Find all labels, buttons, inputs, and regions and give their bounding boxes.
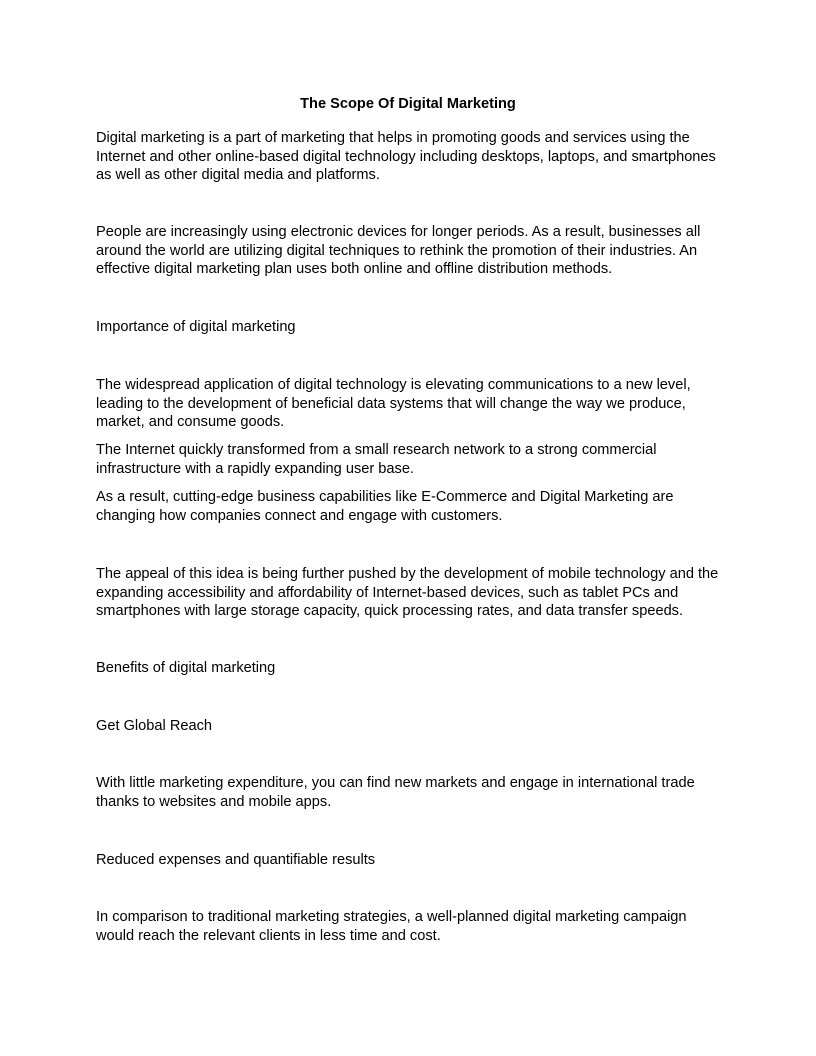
paragraph-global-reach: With little marketing expenditure, you can find new markets and engage in international trade thanks to websites and mobile apps. <box>96 775 695 810</box>
paragraph-internet: The Internet quickly transformed from a small research network to a strong commercial infrastructure with a rapidly expanding user base. <box>96 442 657 477</box>
heading-global-reach: Get Global Reach <box>96 718 213 734</box>
paragraph-appeal: The appeal of this idea is being further pushed by the development of mobile technology and the expanding accessibility and affordability of Internet-based devices, such as tablet PCs and smartphones with large storage capacity, quick processing rates, and data transfer speeds. <box>96 566 719 619</box>
heading-benefits: Benefits of digital marketing <box>96 660 276 676</box>
paragraph-intro: Digital marketing is a part of marketing that helps in promoting goods and services using the Internet and other online-based digital technology including desktops, laptops, and smartphones as well as other digital media and platforms. <box>96 130 716 183</box>
paragraph-result: As a result, cutting-edge business capabilities like E-Commerce and Digital Marketing are changing how companies connect and engage with customers. <box>96 489 674 524</box>
heading-importance: Importance of digital marketing <box>96 319 296 335</box>
document-title: The Scope Of Digital Marketing <box>300 96 516 112</box>
heading-reduced-expenses: Reduced expenses and quantifiable results <box>96 852 376 868</box>
paragraph-devices: People are increasingly using electronic devices for longer periods. As a result, businesses all around the world are utilizing digital techniques to rethink the promotion of their industries. An effective digital marketing plan uses both online and offline distribution methods. <box>96 224 701 277</box>
paragraph-widespread: The widespread application of digital technology is elevating communications to a new level, leading to the development of beneficial data systems that will change the way we produce, market, and consume goods. <box>96 377 691 430</box>
paragraph-comparison: In comparison to traditional marketing strategies, a well-planned digital marketing campaign would reach the relevant clients in less time and cost. <box>96 909 687 944</box>
